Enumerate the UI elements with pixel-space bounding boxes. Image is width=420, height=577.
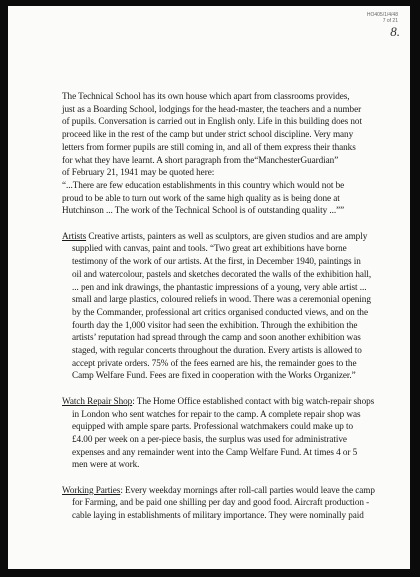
text-line: supplied with canvas, paint and tools. “Two great art exhibitions have borne bbox=[72, 243, 347, 254]
text-fragment: : Every weekday mornings after roll-call parties would leave the camp bbox=[120, 484, 375, 495]
archive-reference bbox=[367, 12, 398, 24]
text-line: for Farming, and be paid one shilling per day and good food. Aircraft production - bbox=[72, 497, 370, 508]
text-line: expenses and any remainder went into the Camp Welfare Fund. At times 4 or 5 bbox=[72, 446, 358, 457]
text-line: just as a Boarding School, lodgings for the head-master, the teachers and a number bbox=[62, 103, 362, 114]
text-line: for what they have learnt. A short paragraph from the“ManchesterGuardian” bbox=[62, 154, 339, 165]
text-line: equipped with ample spare parts. Professional watchmakers could make up to bbox=[72, 421, 354, 432]
text-line: The Technical School has its own house which apart from classrooms provides, bbox=[62, 91, 350, 101]
section-heading-artists: Artists bbox=[62, 230, 87, 241]
archive-ref-line: 7 of 21 bbox=[382, 18, 398, 24]
text-fragment: : The Home Office established contact with big watch-repair shops bbox=[132, 395, 375, 406]
text-line: proceed like in the rest of the camp but under strict school discipline. Very many bbox=[62, 129, 354, 140]
section-heading-working-parties: Working Parties bbox=[62, 484, 121, 495]
text-line: men were at work. bbox=[72, 459, 140, 470]
text-line: fourth day the 1,000 visitor had seen the exhibition. Through the exhibition the bbox=[72, 319, 358, 330]
text-line: £4.00 per week on a per-piece basis, the surplus was used for administrative bbox=[72, 433, 347, 444]
quote-line: proud to be able to turn out work of the same high quality as is being done at bbox=[62, 192, 340, 203]
page-number: 8. bbox=[390, 24, 400, 39]
text-line bbox=[62, 230, 392, 243]
text-line: of pupils. Conversation is carried out in English only. Life in this building does not bbox=[62, 116, 362, 127]
paragraph-artists bbox=[62, 230, 392, 382]
text-line: by the Commander, professional art critics organised conducted views, and on the bbox=[72, 306, 368, 317]
text-line: oil and watercolour, pastels and sketches decorated the walls of the exhibition hall, bbox=[72, 268, 372, 279]
text-line: accept private orders. 75% of the fees earned are his, the remainder goes to the bbox=[72, 357, 357, 368]
text-line: small and large plastics, coloured reliefs in wood. There was a ceremonial opening bbox=[72, 294, 371, 305]
quote-line: Hutchinson ... The work of the Technical School is of outstanding quality ...”” bbox=[62, 205, 345, 216]
text-line: of February 21, 1941 may be quoted here: bbox=[62, 167, 215, 178]
text-line: letters from former pupils are still coming in, and all of them express their thanks bbox=[62, 141, 356, 152]
text-line bbox=[62, 395, 392, 408]
text-line bbox=[62, 484, 392, 497]
text-line: testimony of the work of our artists. At the first, in December 1940, paintings in bbox=[72, 256, 361, 267]
text-line: artists’ reputation had spread through the camp and soon another exhibition was bbox=[72, 332, 361, 343]
document-body bbox=[62, 90, 392, 535]
paragraph-technical-school bbox=[62, 90, 392, 217]
section-heading-watch-repair: Watch Repair Shop bbox=[62, 395, 133, 406]
text-line: in London who sent watches for repair to the camp. A complete repair shop was bbox=[72, 408, 361, 419]
text-line: cable laying in establishments of military importance. They were nominally paid bbox=[72, 510, 364, 521]
text-line: staged, with regular concerts throughout the duration. Every artists is allowed to bbox=[72, 345, 362, 356]
paragraph-watch-repair bbox=[62, 395, 392, 471]
quote-line: “...There are few education establishments in this country which would not be bbox=[62, 179, 345, 190]
text-fragment: Creative artists, painters as well as sculptors, are given studios and are amply bbox=[86, 230, 368, 241]
paragraph-working-parties bbox=[62, 484, 392, 522]
document-page bbox=[8, 6, 410, 569]
text-line: Camp Welfare Fund. Fees are fixed in cooperation with the Works Organizer.” bbox=[72, 370, 356, 381]
archive-ref-line: HO405/1/4/48 bbox=[366, 12, 398, 18]
text-line: ... pen and ink drawings, the phantastic impressions of a young, very able artist ... bbox=[72, 281, 367, 292]
